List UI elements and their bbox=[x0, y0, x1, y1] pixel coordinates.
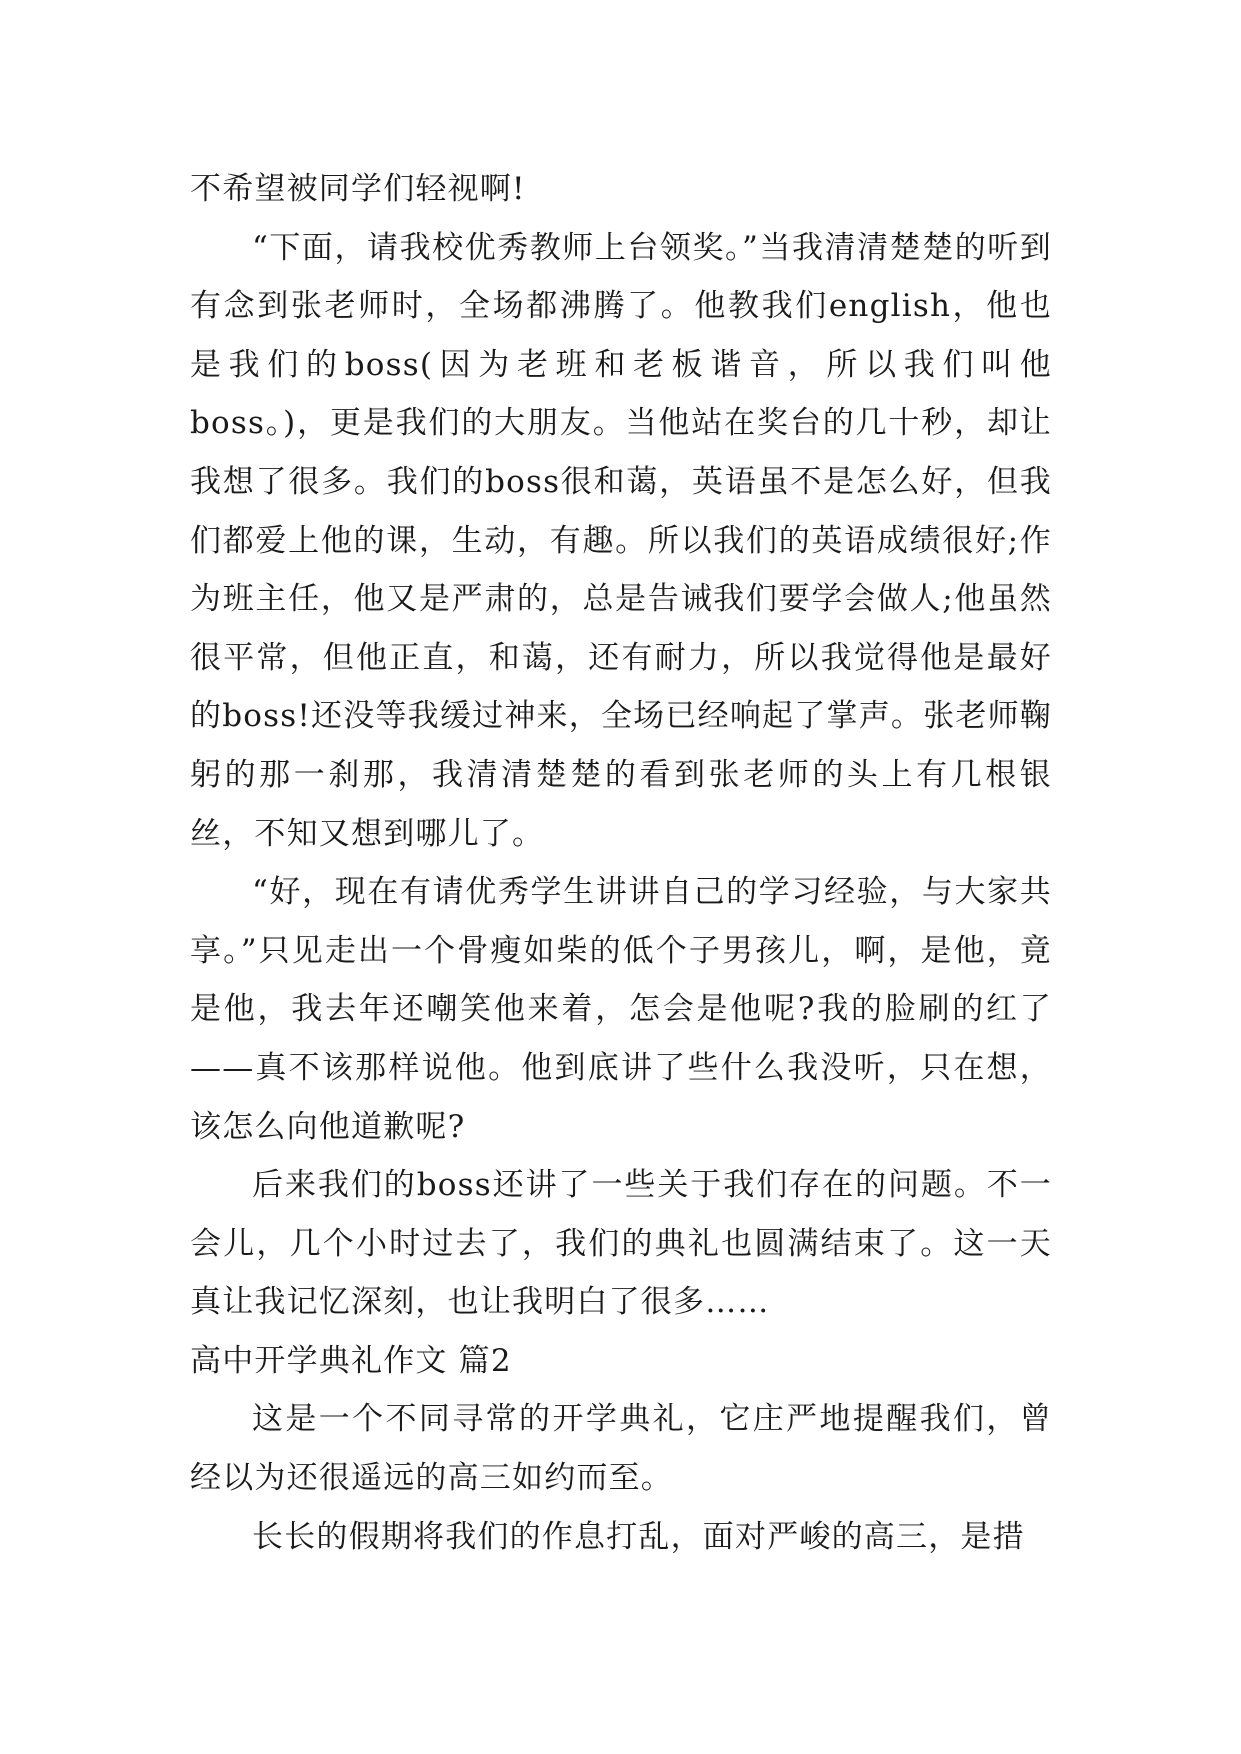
paragraph-teacher-award: “下面，请我校优秀教师上台领奖。”当我清清楚楚的听到有念到张老师时，全场都沸腾了。他教我们english，他也是我们的boss(因为老班和老板谐音，所以我们叫他boss。)，更是我们的大朋友。当他站在奖台的几十秒，却让我想了很多。我们的boss很和蔼，英语虽不是怎么好，但我们都爱上他的课，生动，有趣。所以我们的英语成绩很好;作为班主任，他又是严肃的，总是告诫我们要学会做人;他虽然很平常，但他正直，和蔼，还有耐力，所以我觉得他是最好的boss!还没等我缓过神来，全场已经响起了掌声。张老师鞠躬的那一刹那，我清清楚楚的看到张老师的头上有几根银丝，不知又想到哪儿了。 bbox=[190, 229, 1052, 852]
paragraph-student-speech: “好，现在有请优秀学生讲讲自己的学习经验，与大家共享。”只见走出一个骨瘦如柴的低个子男孩儿，啊，是他，竟是他，我去年还嘲笑他来着，怎会是他呢?我的脸刷的红了——真不该那样说他。他到底讲了些什么我没听，只在想，该怎么向他道歉呢? bbox=[190, 874, 1052, 1145]
section-heading: 高中开学典礼作文 篇2 bbox=[190, 1342, 512, 1379]
paragraph-ceremony-end: 后来我们的boss还讲了一些关于我们存在的问题。不一会儿，几个小时过去了，我们的典礼也圆满结束了。这一天真让我记忆深刻，也让我明白了很多…… bbox=[190, 1167, 1052, 1321]
paragraph-continuation: 不希望被同学们轻视啊! bbox=[190, 171, 526, 207]
paragraph-section2-intro: 这是一个不同寻常的开学典礼，它庄严地提醒我们，曾经以为还很遥远的高三如约而至。 bbox=[190, 1401, 1052, 1497]
paragraph-section2-holiday: 长长的假期将我们的作息打乱，面对严峻的高三，是措 bbox=[252, 1518, 1025, 1555]
document-body bbox=[190, 160, 1052, 1566]
